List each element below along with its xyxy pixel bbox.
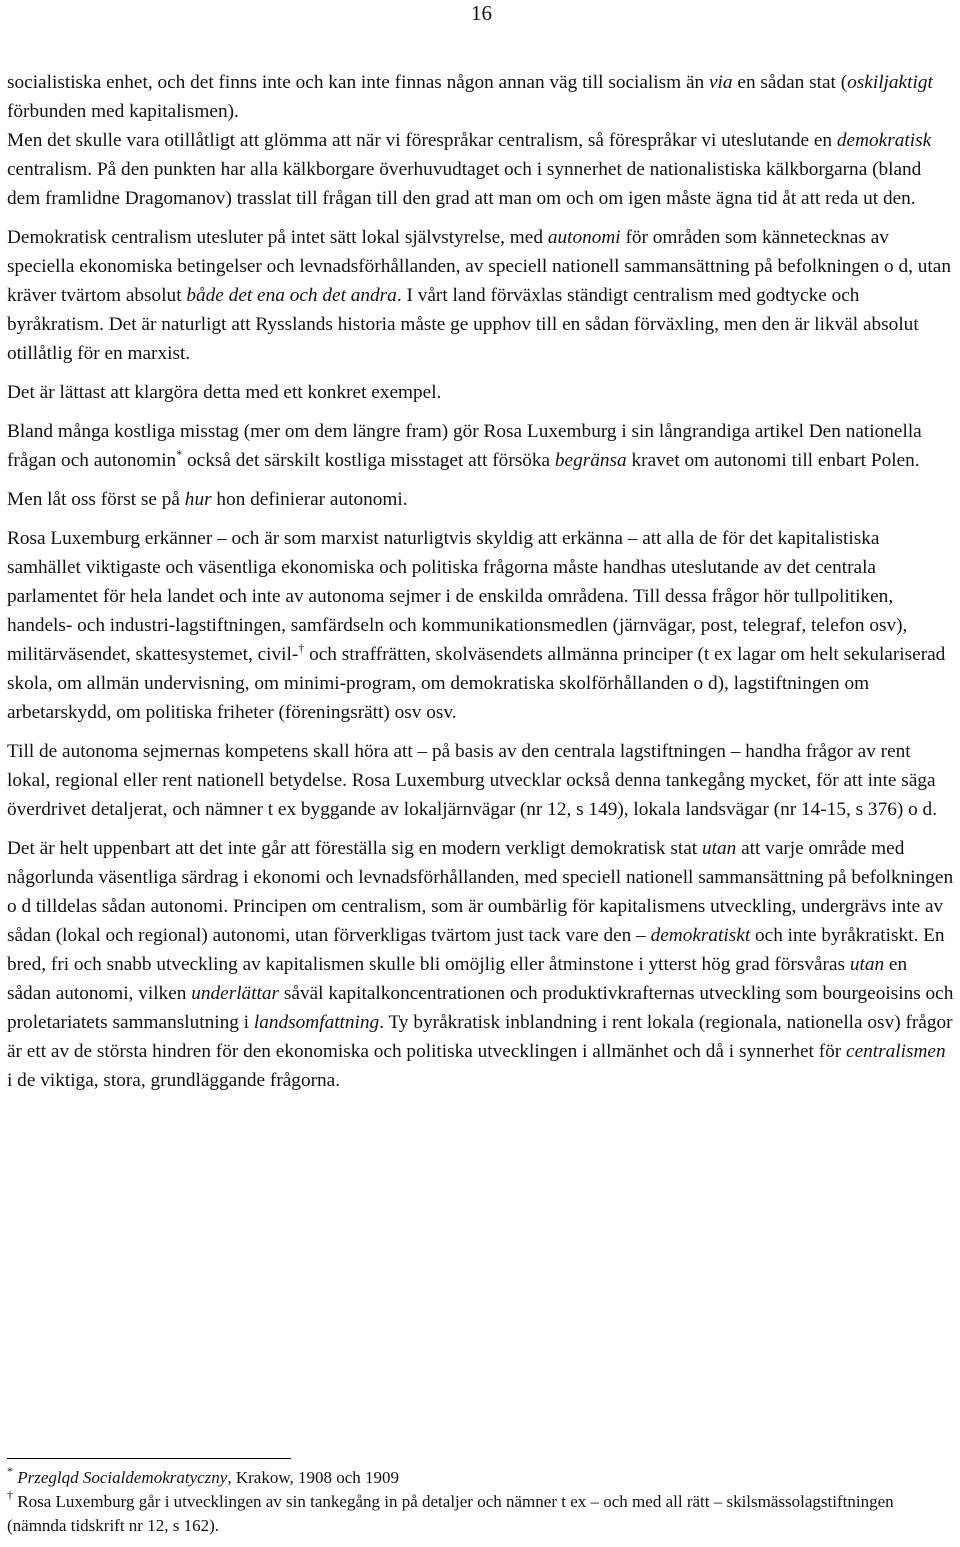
text-run: centralism. På den punkten har alla kälkborgare överhuvudtaget och i synnerhet de nationalistiska kälkborgarna (bland dem framlidne Dragomanov) trasslat till frågan till den grad att man om och om igen måste ägna tid åt att reda ut den. <box>7 159 922 209</box>
text-run: för områden som kännetecknas av speciella ekonomiska betingelser och levnadsförhållanden, av speciell nationell sammansättning på befolkningen o d, utan kräver tvärtom absolut <box>7 227 951 306</box>
footnotes <box>7 1466 955 1538</box>
text-run: Det är helt uppenbart att det inte går att föreställa sig en modern verkligt demokratisk stat <box>7 838 702 859</box>
footnote-marker: † <box>7 1488 13 1502</box>
text-run: i de viktiga, stora, grundläggande frågorna. <box>7 1070 341 1091</box>
emphasis: via <box>709 72 733 93</box>
text-run: förbunden med kapitalismen). <box>7 101 239 122</box>
paragraph-p3 <box>7 223 955 368</box>
text-run: att varje område med någorlunda väsentliga särdrag i ekonomi och levnadsförhållanden, med speciell nationell sammansättning på befolkningen o d tilldelas sådan autonomi. Principen om centralism, som är oumbärlig för kapitalismens utveckling, undergrävs inte av sådan (lokal och regional) autonomi, utan förverkligas tvärtom just tack vare den – <box>7 838 954 946</box>
text-run: och inte byråkratiskt. En bred, fri och snabb utveckling av kapitalismen skulle bli omöjlig eller åtminstone i ytterst hög grad försvåras <box>7 925 945 975</box>
paragraph-p1 <box>7 68 955 126</box>
footnote-marker: † <box>298 641 305 655</box>
emphasis: oskiljaktigt <box>847 72 933 93</box>
text-run: Bland många kostliga misstag (mer om dem längre fram) gör Rosa Luxemburg i sin långrandiga artikel Den nationella frågan och autonomin <box>7 421 922 471</box>
paragraph-p6 <box>7 485 955 514</box>
emphasis: centralismen <box>846 1041 946 1062</box>
footnote-fn1 <box>7 1466 955 1490</box>
paragraph-p8 <box>7 737 955 824</box>
page-number: 16 <box>471 1 492 25</box>
emphasis: utan <box>849 954 885 975</box>
emphasis: både det ena och det andra <box>186 285 397 306</box>
text-run: Rosa Luxemburg går i utvecklingen av sin tankegång in på detaljer och nämner t ex – och med all rätt – skilsmässolagstiftningen (nämnda tidskrift nr 12, s 162). <box>7 1492 894 1535</box>
emphasis: utan <box>701 838 737 859</box>
text-run: kravet om autonomi till enbart Polen. <box>626 450 920 471</box>
text-run: Men det skulle vara otillåtligt att glömma att när vi förespråkar centralism, så förespråkar vi uteslutande en <box>7 130 837 151</box>
text-run: hon definierar autonomi. <box>211 489 408 510</box>
footnote-divider <box>7 1458 291 1459</box>
emphasis: landsomfattning <box>253 1012 380 1033</box>
text-run: . I vårt land förväxlas ständigt centralism med godtycke och byråkratism. Det är naturligt att Rysslands historia måste ge upphov till en sådan förväxling, men den är likväl absolut otillåtlig för en marxist. <box>7 285 919 364</box>
paragraph-p9 <box>7 834 955 1095</box>
paragraph-p2 <box>7 126 955 213</box>
emphasis: hur <box>184 489 212 510</box>
text-run: en sådan autonomi, vilken <box>7 954 908 1004</box>
text-run: Det är lättast att klargöra detta med ett konkret exempel. <box>7 382 442 403</box>
text-run: socialistiska enhet, och det finns inte och kan inte finnas någon annan väg till socialism än <box>7 72 709 93</box>
text-run: också det särskilt kostliga misstaget att försöka <box>182 450 555 471</box>
body-text <box>7 68 955 1105</box>
text-run: Demokratisk centralism utesluter på intet sätt lokal självstyrelse, med <box>7 227 548 248</box>
footnote-fn2 <box>7 1490 955 1538</box>
paragraph-p4 <box>7 378 955 407</box>
text-run: , Krakow, 1908 och 1909 <box>227 1468 400 1487</box>
emphasis: Przeglqd Socialdemokratyczny <box>17 1468 228 1487</box>
paragraph-p5 <box>7 417 955 475</box>
text-run: en sådan stat ( <box>732 72 848 93</box>
emphasis: underlättar <box>191 983 280 1004</box>
footnote-marker: * <box>176 447 183 461</box>
text-run: Till de autonoma sejmernas kompetens skall höra att – på basis av den centrala lagstiftningen – handha frågor av rent lokal, regional eller rent nationell betydelse. Rosa Luxemburg utvecklar också denna tankegång mycket, för att inte säga överdrivet detaljerat, och nämner t ex byggande av lokaljärnvägar (nr 12, s 149), lokala landsvägar (nr 14-15, s 376) o d. <box>7 741 938 820</box>
emphasis: demokratiskt <box>650 925 751 946</box>
footnote-marker: * <box>7 1464 13 1478</box>
emphasis: begränsa <box>554 450 627 471</box>
paragraph-p7 <box>7 524 955 727</box>
text-run: såväl kapitalkoncentrationen och produktivkrafternas utveckling som bourgeoisins och proletariatets sammanslutning i <box>7 983 954 1033</box>
text-run: och straffrätten, skolväsendets allmänna principer (t ex lagar om helt sekulariserad skola, om allmän undervisning, om minimi-program, om demokratiska skolförhållanden o d), lagstiftningen om arbetarskydd, om politiska friheter (föreningsrätt) osv osv. <box>7 644 946 723</box>
emphasis: demokratisk <box>836 130 932 151</box>
emphasis: autonomi <box>547 227 621 248</box>
text-run: Rosa Luxemburg erkänner – och är som marxist naturligtvis skyldig att erkänna – att alla de för det kapitalistiska samhället viktigaste och väsentliga ekonomiska och politiska frågorna måste handhas uteslutande av det centrala parlamentet för hela landet och inte av autonoma sejmer i de enskilda områdena. Till dessa frågor hör tullpolitiken, handels- och industri-lagstiftningen, samfärdseln och kommunikationsmedlen (järnvägar, post, telegraf, telefon osv), militärväsendet, skattesystemet, civil- <box>7 528 908 665</box>
text-run: . Ty byråkratisk inblandning i rent lokala (regionala, nationella osv) frågor är ett av de största hindren för den ekonomiska och politiska utvecklingen i allmänhet och då i synnerhet för <box>7 1012 953 1062</box>
text-run: Men låt oss först se på <box>7 489 185 510</box>
